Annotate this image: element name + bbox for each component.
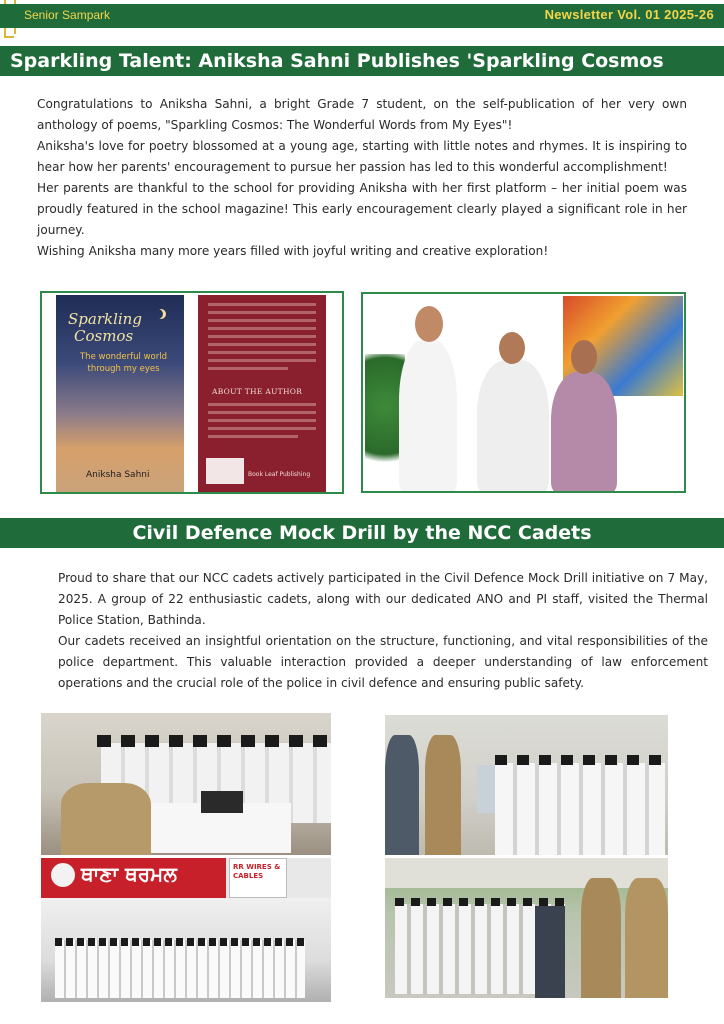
- moon-icon: [153, 309, 163, 319]
- cadets-group: [55, 940, 305, 998]
- printer: [201, 791, 243, 813]
- header-bar: [0, 4, 724, 28]
- police-officer-figure: [625, 878, 668, 998]
- book-front-cover: [56, 295, 184, 492]
- thermal-police-station-photo: [41, 858, 331, 1002]
- paragraph: Aniksha's love for poetry blossomed at a young age, starting with little notes and rhymes. It is inspiring to hear how her parents' encouragement to pursue her passion has led to this wonderful accomplishment!: [37, 139, 687, 174]
- about-the-author-heading: ABOUT THE AUTHOR: [212, 387, 303, 396]
- officer-figure: [385, 735, 419, 855]
- article-body-sparkling-talent: [37, 94, 687, 262]
- shop-signboard: [229, 858, 287, 898]
- station-signboard: [41, 858, 226, 898]
- paragraph: Her parents are thankful to the school for providing Aniksha with her first platform – her initial poem was proudly featured in the school magazine! This early encouragement clearly played a significant role in her journey.: [37, 181, 687, 237]
- cadets-line: [495, 763, 665, 855]
- book-cover-photo: [40, 291, 344, 494]
- paragraph: Wishing Aniksha many more years filled with joyful writing and creative exploration!: [37, 244, 549, 258]
- police-emblem-icon: [51, 863, 75, 887]
- aniksha-with-parents-photo: [361, 292, 686, 493]
- cadets-at-police-desk-photo: [41, 713, 331, 855]
- book-back-cover: [198, 295, 326, 492]
- article-title-mock-drill: Civil Defence Mock Drill by the NCC Cadets: [0, 518, 724, 548]
- police-officer-figure: [61, 783, 151, 855]
- police-officer-figure: [581, 878, 621, 998]
- father-figure: [399, 340, 457, 492]
- newsletter-name: Senior Sampark: [24, 8, 111, 22]
- paragraph: Our cadets received an insightful orientation on the structure, functioning, and vital responsibilities of the police department. This valuable interaction provided a deeper understanding of law enforcement operations and the crucial role of the police in civil defence and ensuring public safety.: [58, 634, 708, 690]
- police-staff-figure: [425, 735, 461, 855]
- student-figure: [477, 360, 549, 492]
- station-name: ਥਾਣਾ ਥਰਮਲ: [81, 862, 177, 886]
- cadets-briefing-photo: [385, 715, 668, 855]
- mother-figure: [551, 372, 617, 492]
- shop-name: RR WIRES & CABLES: [233, 863, 281, 880]
- article-title-sparkling-talent: Sparkling Talent: Aniksha Sahni Publishes 'Sparkling Cosmos: [0, 46, 724, 76]
- book-subtitle: The wonderful world through my eyes: [79, 352, 168, 374]
- cadets-courtyard-photo: [385, 858, 668, 998]
- book-title: Sparkling Cosmos: [68, 310, 142, 345]
- paragraph: Proud to share that our NCC cadets actively participated in the Civil Defence Mock Drill initiative on 7 May, 2025. A group of 22 enthusiastic cadets, along with our dedicated ANO and PI staff, visited the Thermal Police Station, Bathinda.: [58, 571, 708, 627]
- paragraph: Congratulations to Aniksha Sahni, a bright Grade 7 student, on the self-publication of her very own anthology of poems, "Sparkling Cosmos: The Wonderful Words from My Eyes"!: [37, 97, 687, 132]
- barcode: [206, 458, 244, 484]
- publisher-label: Book Leaf Publishing: [248, 471, 311, 478]
- book-author: Aniksha Sahni: [86, 470, 150, 480]
- article-body-mock-drill: [58, 568, 708, 694]
- newsletter-volume: Newsletter Vol. 01 2025-26: [544, 7, 714, 22]
